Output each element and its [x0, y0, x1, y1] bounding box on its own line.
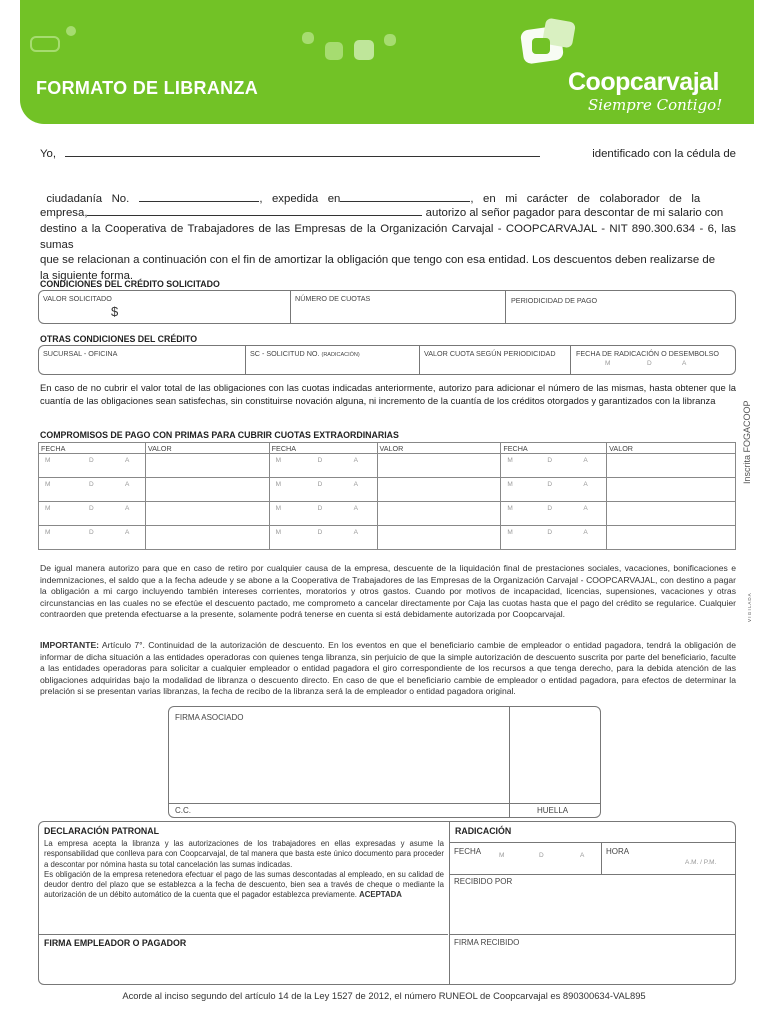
decorative-square [384, 34, 396, 46]
footer-note: Acorde al inciso segundo del artículo 14 de la Ley 1527 de 2012, el número RUNEOL de Coopcarvajal es 890300634-VAL895 [122, 990, 646, 1001]
date-cell[interactable]: M D A [501, 526, 607, 550]
value-cell[interactable] [607, 526, 736, 550]
date-cell[interactable]: M D A [269, 454, 377, 478]
empresa-field[interactable] [87, 215, 422, 216]
solicitud-text: SC - SOLICITUD NO. [250, 349, 320, 358]
cedula-field[interactable] [139, 201, 259, 202]
decorative-square [325, 42, 343, 60]
divider [449, 934, 735, 935]
firma-asociado-label: FIRMA ASOCIADO [175, 713, 244, 722]
solicitud-label [250, 349, 360, 358]
intro-expedida: , expedida en [259, 192, 341, 205]
divider [449, 874, 735, 875]
declaracion-text [44, 839, 444, 901]
divider [290, 291, 291, 323]
brand-name: Coopcarvajal [568, 68, 720, 96]
value-cell[interactable] [607, 478, 736, 502]
col-valor: VALOR [607, 443, 736, 454]
section-heading-otras: OTRAS CONDICIONES DEL CRÉDITO [40, 334, 198, 344]
table-row [39, 478, 736, 502]
aceptada-label: ACEPTADA [359, 890, 402, 900]
col-fecha: FECHA [501, 443, 607, 454]
declaracion-box [38, 821, 736, 985]
date-day-hint: D [539, 852, 544, 859]
expedida-field[interactable] [340, 201, 470, 202]
compromisos-table [38, 442, 736, 550]
intro-rest [40, 222, 736, 284]
divider [449, 822, 450, 984]
date-month-hint: M [499, 852, 505, 859]
intro-yo: Yo, [40, 148, 57, 160]
value-cell[interactable] [145, 502, 269, 526]
paragraph-cuotas: En caso de no cubrir el valor total de las obligaciones con las cuotas indicadas anteriormente, autorizo para adicionar el número de las mismas, hasta obtener que la cuantía de las obligaciones sean satisfechas, sin constituirse novación alguna, ni incremento de la cuantía de los créditos otorgados y garantizados con la libranza [40, 382, 736, 406]
ampm-hint: A.M. / P.M. [685, 859, 717, 866]
radicacion-heading: RADICACIÓN [455, 826, 512, 836]
divider [601, 842, 602, 874]
solicitud-note: (RADICACIÓN) [321, 352, 360, 358]
valor-cuota-label: VALOR CUOTA SEGÚN PERIODICIDAD [424, 349, 556, 358]
importante-label: IMPORTANTE: [40, 640, 100, 650]
divider [39, 934, 448, 935]
date-cell[interactable]: M D A [501, 502, 607, 526]
section-heading-credito: CONDICIONES DEL CRÉDITO SOLICITADO [40, 279, 220, 289]
brand-tagline: Siempre Contigo! [588, 96, 723, 114]
table-row [39, 454, 736, 478]
paragraph-importante [40, 640, 736, 698]
divider [509, 707, 510, 817]
intro-line-1 [40, 147, 736, 163]
value-cell[interactable] [145, 478, 269, 502]
decorative-square [354, 40, 374, 60]
divider [505, 291, 506, 323]
numero-cuotas-label: NÚMERO DE CUOTAS [295, 294, 371, 303]
value-cell[interactable] [377, 526, 501, 550]
divider [419, 346, 420, 374]
date-cell[interactable]: M D A [39, 478, 146, 502]
divider [169, 803, 600, 804]
date-cell[interactable]: M D A [501, 478, 607, 502]
col-valor: VALOR [377, 443, 501, 454]
decorative-square [66, 26, 76, 36]
value-cell[interactable] [607, 502, 736, 526]
firma-empleador-label[interactable]: FIRMA EMPLEADOR O PAGADOR [44, 938, 187, 948]
decorative-square [302, 32, 314, 44]
periodicidad-label: PERIODICIDAD DE PAGO [511, 296, 598, 305]
value-cell[interactable] [145, 454, 269, 478]
name-field[interactable] [65, 156, 540, 157]
otras-box [38, 345, 736, 375]
date-cell[interactable]: M D A [269, 526, 377, 550]
date-cell[interactable]: M D A [501, 454, 607, 478]
importante-text: Artículo 7°. Continuidad de la autorización de descuento. En los eventos en que el beneficiario cambie de empleador o entidad pagadora, tendrá la obligación de informar de dicha situación a las entidades operadoras con quienes tenga libranza, sin perjuicio de que la simple autorización de descuento suscrita por parte del beneficiario, faculte a las entidades operadoras para solicitar a cualquier empleador o entidad pagadora el giro correspondiente de los recursos a que tenga derecho, para la debida atención de las obligaciones adquiridas bajo la modalidad de libranza o descuento directo. En caso de que el beneficiario cambie de empleador o entidad pagadora, para efectos de determinar la prelación si se presentan varias libranzas, la fecha de recibo de la libranza será la de empleador o entidad pagadora original. [40, 640, 736, 696]
table-row [39, 502, 736, 526]
page-title: FORMATO DE LIBRANZA [36, 78, 259, 98]
declaracion-heading: DECLARACIÓN PATRONAL [44, 826, 160, 836]
fecha-label: FECHA [454, 847, 482, 856]
date-cell[interactable]: M D A [39, 454, 146, 478]
value-cell[interactable] [607, 454, 736, 478]
divider [449, 842, 735, 843]
date-year-hint: A [682, 360, 687, 367]
recibido-por-label[interactable]: RECIBIDO POR [454, 877, 513, 886]
declaracion-text-1: La empresa acepta la libranza y las autorizaciones de los trabajadores en ellas expresadas y asume la responsabilidad que conlleva para con Coopcarvajal, de tal manera que basta este único documento para proceder a descontar por nómina hasta su total cancelación las sumas indicadas. [44, 839, 444, 869]
divider [570, 346, 571, 374]
firma-asociado-box[interactable] [168, 706, 601, 818]
intro-line-3 [40, 206, 736, 222]
side-inscrita-fogacoop: Inscrita FOGACOOP [742, 400, 752, 484]
value-cell[interactable] [377, 502, 501, 526]
section-heading-compromisos: COMPROMISOS DE PAGO CON PRIMAS PARA CUBRIR CUOTAS EXTRAORDINARIAS [40, 430, 399, 440]
intro-ciudadania: ciudadanía No. [46, 192, 130, 205]
paragraph-retiro: De igual manera autorizo para que en caso de retiro por cualquier causa de la empresa, descuente de la liquidación final de prestaciones sociales, vacaciones, bonificaciones e indemnizaciones, el saldo que a la fecha adeude y se abone a la Cooperativa de Trabajadores de las Empresas de la Organización Carvajal - COOPCARVAJAL, con destino a pagar la obligación a mi cargo incluyendo también intereses corrientes, moratorios y otros gastos. Cuando por motivos de incapacidad, licencias, supensiones, vacaciones y otras circunstancias en las cuales no se efectúe el descuento pactado, me comprometo a cancelar directamente por Caja las cuotas hasta que el pago del crédito se regularice. Cualquier contraorden que pretenda efectuarse a la presente, solamente podrá tenerse en cuenta si está debidamente autorizada por Coopcarvajal. [40, 563, 736, 619]
table-row [39, 526, 736, 550]
date-day-hint: D [647, 360, 652, 367]
value-cell[interactable] [145, 526, 269, 550]
date-year-hint: A [580, 852, 585, 859]
valor-solicitado-label: VALOR SOLICITADO [43, 294, 112, 303]
col-valor: VALOR [145, 443, 269, 454]
firma-recibido-label[interactable]: FIRMA RECIBIDO [454, 938, 520, 947]
cc-label: C.C. [175, 806, 191, 815]
intro-empresa: empresa, [40, 207, 88, 219]
hora-label: HORA [606, 847, 630, 856]
decorative-square [30, 36, 60, 52]
value-cell[interactable] [377, 454, 501, 478]
col-fecha: FECHA [39, 443, 146, 454]
sucursal-label: SUCURSAL - OFICINA [43, 349, 118, 358]
side-vigilada: V I G I L A D A [747, 593, 752, 622]
fecha-radicacion-label: FECHA DE RADICACIÓN O DESEMBOLSO [576, 349, 719, 358]
intro-text: que se relacionan a continuación con el fin de amortizar la obligación que tengo con esa entidad. Los descuentos deben realizarse de [40, 254, 716, 266]
declaracion-text-2: Es obligación de la empresa retenedora efectuar el pago de las sumas descontadas al empleado, en su calidad de deudor dentro del plazo que se establezca a la fecha de descuento, bien sea a través de cheque o mediante la autorización de un débito automático de la cuenta que el pagador establezca previamente. [44, 869, 444, 900]
date-cell[interactable]: M D A [269, 502, 377, 526]
table-header-row [39, 443, 736, 454]
date-cell[interactable]: M D A [39, 502, 146, 526]
divider [245, 346, 246, 374]
intro-text: la siguiente forma. [40, 269, 134, 282]
huella-label: HUELLA [537, 806, 569, 815]
intro-text: destino a la Cooperativa de Trabajadores de las Empresas de la Organización Carvajal - COOPCARVAJAL - NIT 890.300.634 - 6, las sumas [40, 223, 736, 251]
credito-box [38, 290, 736, 324]
intro-identificado: identificado con la cédula de [592, 148, 736, 160]
currency-symbol: $ [111, 304, 119, 319]
date-month-hint: M [605, 360, 611, 367]
brand-logo [496, 18, 726, 113]
intro-autorizo: autorizo al señor pagador para descontar de mi salario con [425, 207, 724, 219]
intro-caracter: , en mi carácter de colaborador de la [470, 192, 701, 205]
value-cell[interactable] [377, 478, 501, 502]
date-cell[interactable]: M D A [269, 478, 377, 502]
header-banner [20, 0, 754, 124]
date-cell[interactable]: M D A [39, 526, 146, 550]
col-fecha: FECHA [269, 443, 377, 454]
intro-line-2 [40, 176, 736, 207]
